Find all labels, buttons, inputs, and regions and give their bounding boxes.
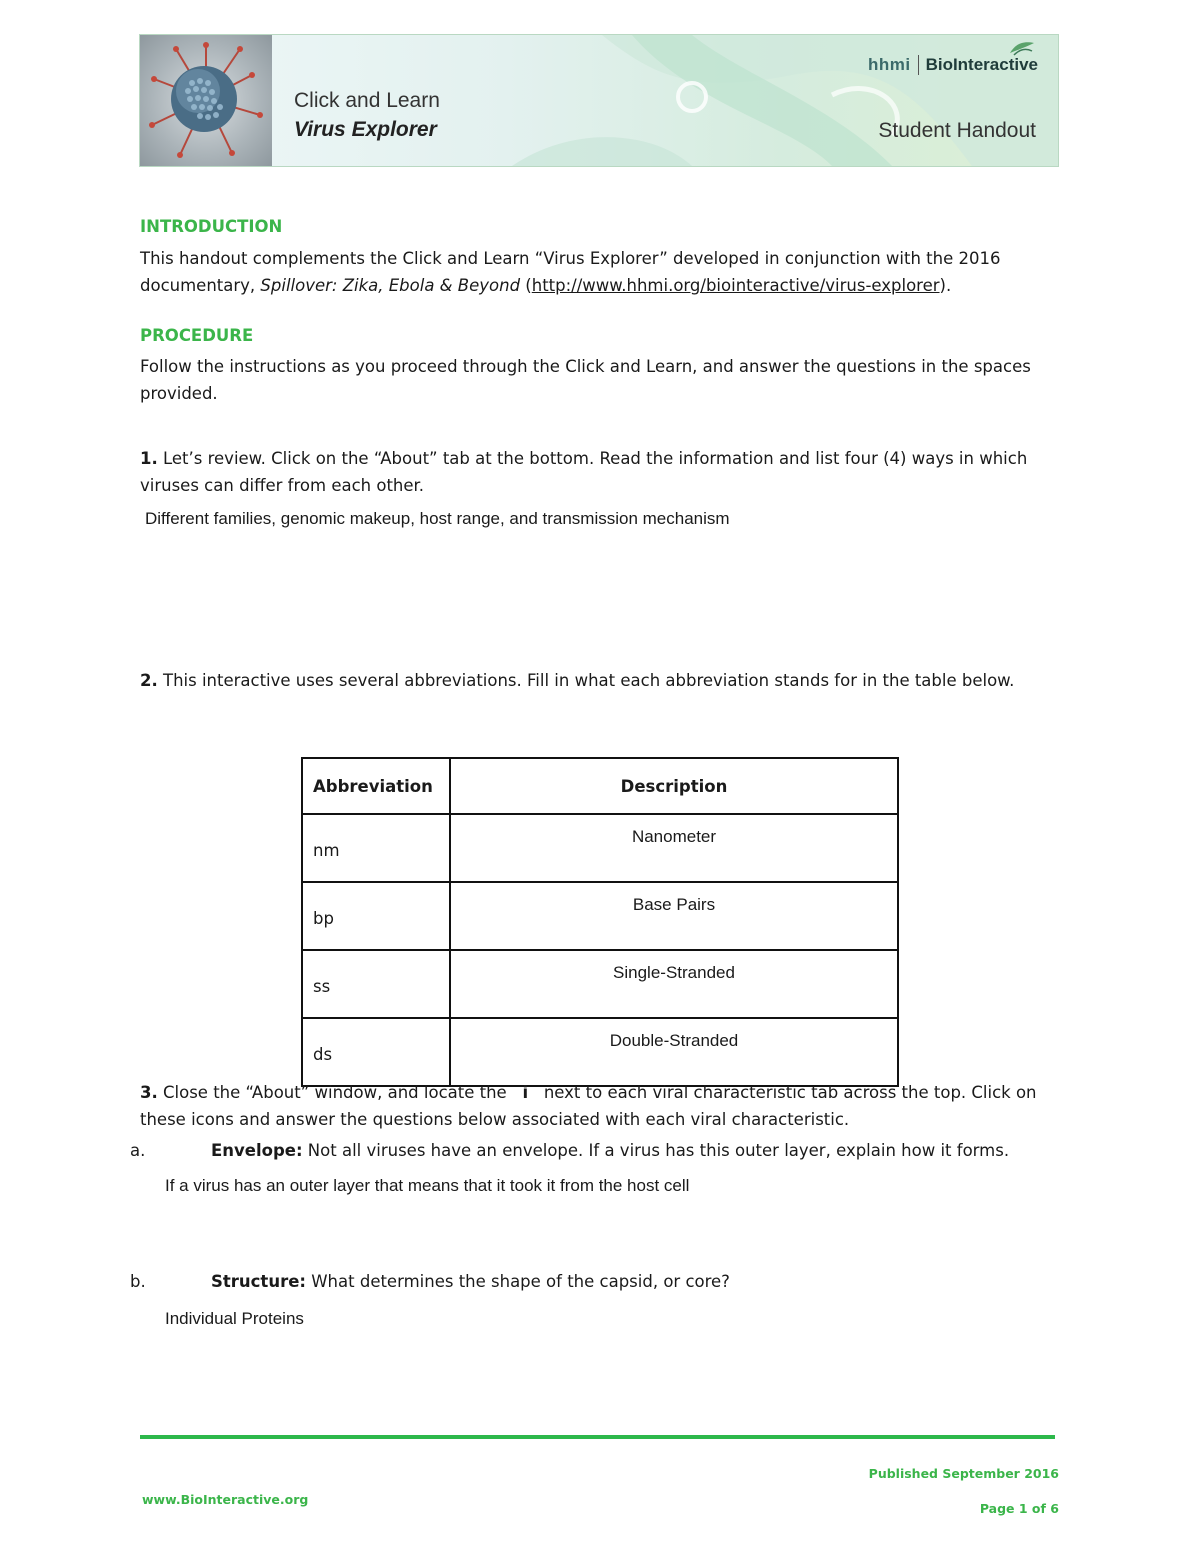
logo-separator [918, 55, 919, 75]
column-header-description: Description [450, 758, 898, 814]
item-label: Structure: [211, 1272, 306, 1291]
virus-illustration [140, 35, 272, 166]
table-row [302, 814, 898, 882]
item-letter: b. [130, 1272, 146, 1291]
page-number: Page 1 of 6 [979, 1501, 1059, 1516]
introduction-text [140, 245, 1060, 299]
intro-text-open: ( [520, 276, 532, 295]
column-header-abbreviation: Abbreviation [302, 758, 450, 814]
abbreviation-table [301, 757, 899, 1087]
question-1-number: 1. [140, 449, 158, 468]
handout-label: Student Handout [878, 119, 1036, 142]
logo-org: hhmi [867, 55, 911, 74]
abbreviation-cell: ds [302, 1018, 450, 1086]
abbreviation-cell: nm [302, 814, 450, 882]
site-link[interactable]: www.BioInteractive.org [142, 1492, 309, 1507]
published-date: Published September 2016 [868, 1466, 1059, 1481]
question-3-text-after: next to each viral characteristic tab across the top. Click on these icons and answer the questions below associated with each viral characteristic. [140, 1083, 1037, 1129]
intro-text-before: This handout complements the Click and Learn “Virus Explorer” developed in conjunction with the 2016 documentary, [140, 249, 1001, 295]
procedure-heading: PROCEDURE [140, 326, 254, 345]
description-cell[interactable]: Single-Stranded [450, 950, 898, 1018]
question-1-text: Let’s review. Click on the “About” tab at the bottom. Read the information and list four (4) ways in which viruses can differ from each other. [140, 449, 1028, 495]
info-icon: i [522, 1083, 529, 1102]
question-3a-answer[interactable]: If a virus has an outer layer that means that it took it from the host cell [165, 1176, 690, 1195]
question-2 [140, 667, 1060, 694]
introduction-heading: INTRODUCTION [140, 217, 283, 236]
footer-divider [140, 1435, 1055, 1439]
question-3-text-before: Close the “About” window, and locate the [157, 1083, 512, 1102]
question-1 [140, 445, 1060, 499]
virus-explorer-link[interactable]: http://www.hhmi.org/biointeractive/virus-explorer [531, 276, 940, 295]
question-3-number: 3. [140, 1083, 158, 1102]
abbreviation-cell: ss [302, 950, 450, 1018]
table-row [302, 882, 898, 950]
item-question: Not all viruses have an envelope. If a virus has this outer layer, explain how it forms. [302, 1141, 1010, 1160]
banner-title: Click and Learn [294, 89, 440, 112]
item-text [211, 1268, 1071, 1295]
procedure-text: Follow the instructions as you proceed through the Click and Learn, and answer the questions in the spaces provided. [140, 357, 1031, 403]
item-label: Envelope: [211, 1141, 303, 1160]
header-banner [139, 34, 1059, 167]
item-question: What determines the shape of the capsid, or core? [306, 1272, 730, 1291]
table-row [302, 1018, 898, 1086]
virus-image [140, 35, 272, 166]
description-cell[interactable]: Base Pairs [450, 882, 898, 950]
logo-name: BioInteractive [925, 55, 1038, 74]
question-2-number: 2. [140, 671, 158, 690]
abbreviation-cell: bp [302, 882, 450, 950]
item-letter: a. [130, 1141, 146, 1160]
table-header-row [302, 758, 898, 814]
banner-subtitle: Virus Explorer [294, 118, 437, 141]
description-cell[interactable]: Nanometer [450, 814, 898, 882]
question-3b-answer[interactable]: Individual Proteins [165, 1309, 304, 1328]
description-cell[interactable]: Double-Stranded [450, 1018, 898, 1086]
film-title: Spillover: Zika, Ebola & Beyond [260, 276, 521, 295]
item-text [211, 1137, 1071, 1164]
question-3 [140, 1079, 1060, 1133]
hhmi-logo [868, 55, 1038, 75]
question-2-text: This interactive uses several abbreviations. Fill in what each abbreviation stands for in the table below. [157, 671, 1015, 690]
table-row [302, 950, 898, 1018]
question-1-answer[interactable]: Different families, genomic makeup, host range, and transmission mechanism [145, 509, 730, 528]
intro-text-after: ). [939, 276, 952, 295]
